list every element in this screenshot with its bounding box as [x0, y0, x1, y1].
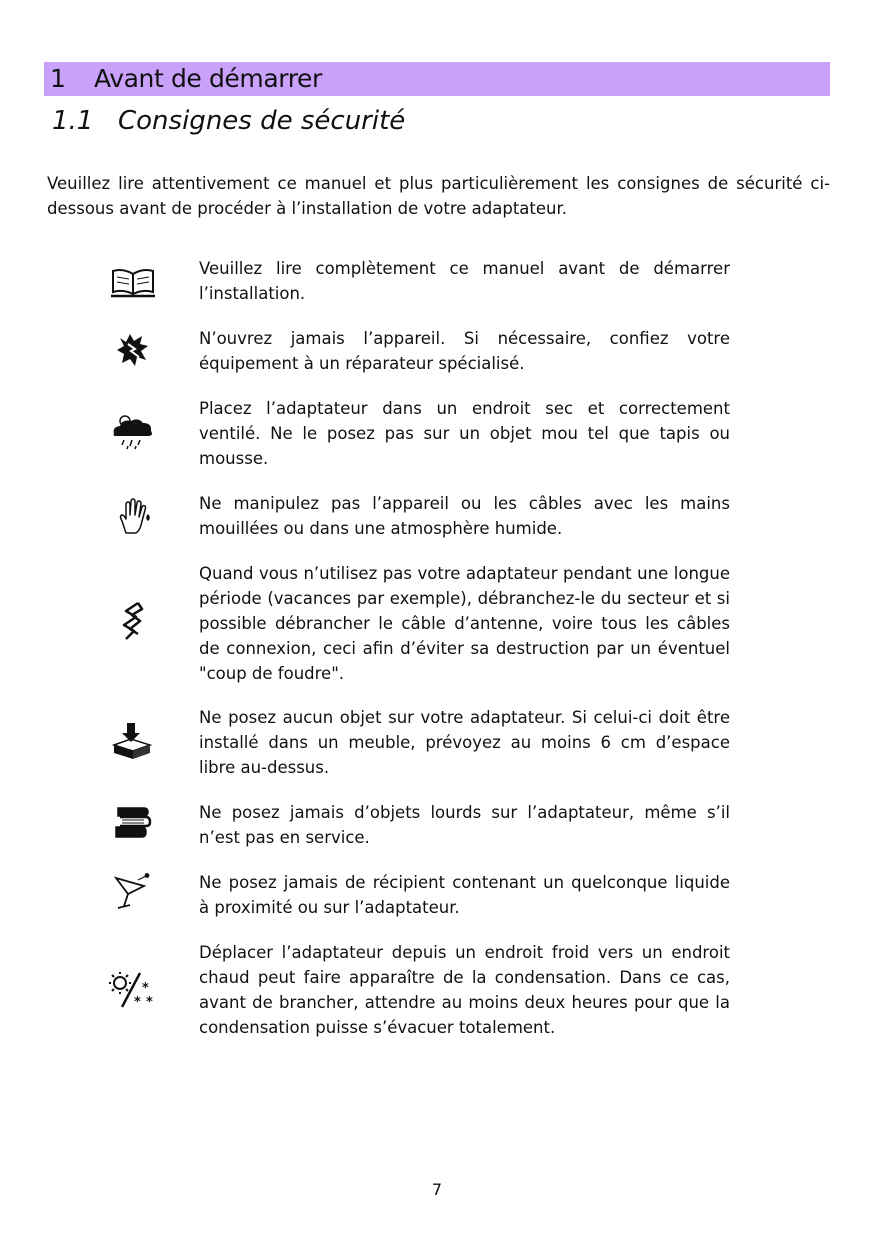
- svg-text:*: *: [134, 995, 141, 1010]
- rain-cloud-icon: [108, 412, 158, 452]
- safety-item-text: Ne posez aucun objet sur votre adaptateur. Si celui-ci doit être installé dans un meuble, prévoyez au moins 6 cm d’espace libre au-dessus.: [199, 708, 730, 777]
- safety-item-text: N’ouvrez jamais l’appareil. Si nécessaire, confiez votre équipement à un réparateur spécialisé.: [199, 329, 730, 373]
- subsection-heading: [52, 106, 405, 136]
- safety-item-text: Veuillez lire complètement ce manuel avant de démarrer l’installation.: [199, 259, 730, 303]
- wet-hand-icon: [108, 497, 158, 537]
- safety-item-text: Quand vous n’utilisez pas votre adaptateur pendant une longue période (vacances par exemple), débranchez-le du secteur et si possible débrancher le câble d’antenne, voire tous les câbles de connexion, ceci afin d’éviter sa destruction par un éventuel "coup de foudre".: [199, 564, 730, 683]
- lightning-cable-icon: [108, 601, 158, 641]
- object-on-box-icon: [108, 721, 158, 761]
- section-heading: [44, 62, 830, 96]
- svg-text:*: *: [142, 981, 149, 996]
- safety-item-text: Ne manipulez pas l’appareil ou les câbles avec les mains mouillées ou dans une atmosphère humide.: [199, 494, 730, 538]
- safety-item-text: Déplacer l’adaptateur depuis un endroit froid vers un endroit chaud peut faire apparaître de la condensation. Dans ce cas, avant de brancher, attendre au moins deux heures pour que la condensation puisse s’évacuer totalement.: [199, 943, 730, 1037]
- safety-item-text: Ne posez jamais d’objets lourds sur l’adaptateur, même s’il n’est pas en service.: [199, 803, 730, 847]
- subsection-title: Consignes de sécurité: [118, 106, 406, 136]
- section-title: Avant de démarrer: [94, 64, 322, 93]
- intro-paragraph: Veuillez lire attentivement ce manuel et plus particulièrement les consignes de sécurité ci-dessous avant de procéder à l’installation de votre adaptateur.: [47, 174, 830, 218]
- hot-cold-icon: [108, 970, 158, 1010]
- section-number: 1: [50, 64, 66, 93]
- cocktail-glass-icon: [108, 872, 158, 912]
- open-book-icon: [108, 262, 158, 302]
- safety-item-text: Ne posez jamais de récipient contenant un quelconque liquide à proximité ou sur l’adaptateur.: [199, 873, 730, 917]
- safety-item-text: Placez l’adaptateur dans un endroit sec et correctement ventilé. Ne le posez pas sur un objet mou tel que tapis ou mousse.: [199, 399, 730, 468]
- stacked-books-icon: [108, 804, 158, 844]
- page-number: 7: [431, 1180, 443, 1199]
- svg-text:*: *: [146, 995, 153, 1010]
- electric-shock-icon: [108, 330, 158, 370]
- subsection-number: 1.1: [52, 106, 94, 136]
